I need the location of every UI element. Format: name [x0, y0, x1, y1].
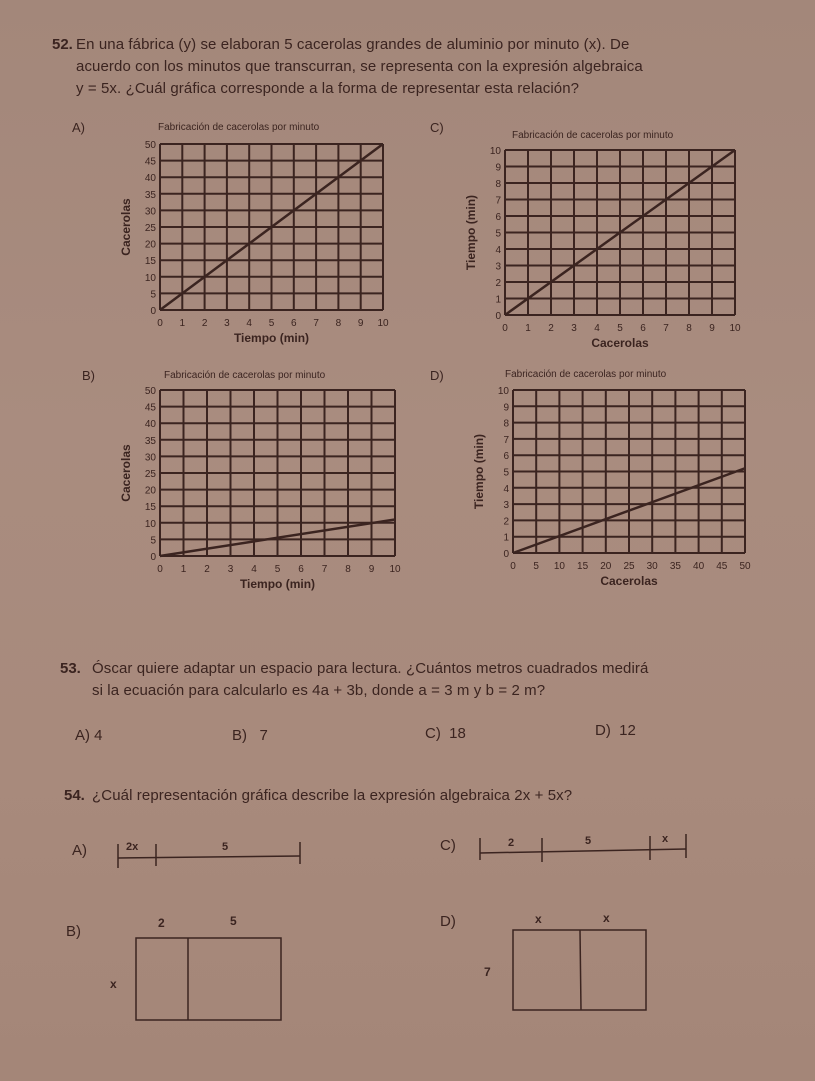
chart-title: Fabricación de cacerolas por minuto: [158, 122, 320, 133]
x-axis-label: Tiempo (min): [233, 331, 310, 345]
x-tick-label: 5: [533, 561, 539, 572]
y-tick-label: 25: [144, 469, 156, 480]
q53-option-b[interactable]: [232, 727, 268, 744]
x-tick-label: 50: [739, 561, 751, 572]
option-letter: A): [75, 727, 90, 744]
y-tick-label: 10: [144, 518, 156, 530]
x-tick-label: 1: [180, 564, 187, 575]
y-tick-label: 50: [144, 140, 156, 151]
y-tick-label: 8: [495, 179, 501, 190]
y-tick-label: 5: [495, 228, 501, 240]
x-tick-label: 8: [335, 318, 342, 329]
option-letter: C): [425, 725, 441, 742]
option-letter: D): [595, 722, 611, 739]
chart-option-b[interactable]: [60, 360, 420, 600]
chart-title: Fabricación de cacerolas por minuto: [505, 369, 667, 380]
x-tick-label: 0: [157, 564, 163, 575]
y-tick-label: 5: [150, 535, 156, 547]
x-tick-label: 5: [617, 323, 623, 334]
x-tick-label: 20: [600, 561, 612, 572]
option-letter: C): [440, 837, 456, 854]
x-tick-label: 1: [179, 318, 186, 329]
y-tick-label: 15: [144, 256, 156, 268]
y-axis-label: Cacerolas: [119, 444, 133, 502]
segment-label: 5: [222, 841, 229, 853]
y-tick-label: 20: [144, 239, 156, 251]
q53-option-c[interactable]: [425, 725, 466, 742]
chart-option-a[interactable]: [60, 112, 420, 352]
q53-option-a[interactable]: [75, 727, 103, 744]
q54-option-b[interactable]: [66, 914, 237, 991]
q53-option-d[interactable]: [595, 722, 636, 739]
chart-option-label: C): [430, 120, 444, 135]
dimension-label: x: [603, 911, 610, 925]
y-tick-label: 0: [495, 311, 501, 322]
x-tick-label: 8: [686, 323, 692, 334]
chart-title: Fabricación de cacerolas por minuto: [164, 370, 326, 381]
x-tick-label: 6: [640, 323, 646, 334]
x-tick-label: 9: [709, 323, 715, 334]
y-tick-label: 6: [495, 212, 501, 223]
y-tick-label: 35: [144, 189, 156, 201]
y-tick-label: 9: [495, 162, 501, 174]
x-tick-label: 15: [577, 561, 589, 572]
y-tick-label: 15: [144, 502, 156, 514]
q54-option-d[interactable]: [440, 911, 610, 979]
option-value: 12: [619, 722, 636, 739]
x-tick-label: 0: [157, 318, 163, 329]
dimension-label: 2: [158, 916, 165, 930]
y-tick-label: 0: [150, 306, 156, 317]
x-tick-label: 0: [510, 561, 516, 572]
q54-figures: [0, 800, 815, 1081]
x-tick-label: 25: [623, 561, 635, 572]
question-52-line-2: acuerdo con los minutos que transcurran, se representa con la expresión algebraica: [76, 58, 643, 75]
x-tick-label: 7: [663, 323, 669, 334]
y-tick-label: 6: [503, 451, 509, 463]
x-tick-label: 10: [377, 318, 389, 329]
x-axis-label: Cacerolas: [591, 336, 649, 350]
x-tick-label: 9: [357, 318, 364, 329]
y-tick-label: 7: [495, 195, 501, 207]
y-tick-label: 10: [489, 146, 501, 157]
x-tick-label: 10: [729, 323, 741, 334]
question-53-number: 53.: [60, 660, 81, 677]
x-tick-label: 3: [224, 318, 230, 329]
dimension-label: x: [535, 912, 542, 926]
y-tick-label: 50: [144, 386, 156, 397]
chart-option-label: B): [82, 368, 95, 383]
y-tick-label: 9: [503, 402, 509, 414]
x-tick-label: 7: [321, 564, 328, 575]
chart-option-label: D): [430, 368, 444, 383]
y-axis-label: Tiempo (min): [472, 433, 486, 510]
y-tick-label: 0: [503, 549, 509, 560]
question-52-number: 52.: [52, 36, 73, 53]
x-tick-label: 4: [246, 318, 252, 329]
y-tick-label: 10: [497, 386, 509, 397]
question-54-number: 54.: [64, 787, 85, 804]
x-tick-label: 7: [313, 318, 319, 329]
option-letter: A): [72, 842, 87, 859]
x-tick-label: 10: [553, 561, 565, 572]
question-52-line-1: En una fábrica (y) se elaboran 5 cacerolas grandes de aluminio por minuto (x). De: [76, 36, 630, 53]
option-value: 4: [94, 727, 103, 744]
segment-label: 5: [585, 835, 592, 847]
chart-grid: [513, 390, 745, 553]
question-52-line-3: y = 5x. ¿Cuál gráfica corresponde a la forma de representar esta relación?: [76, 80, 580, 97]
option-letter: B): [232, 727, 247, 744]
y-tick-label: 7: [503, 434, 509, 446]
x-tick-label: 2: [201, 318, 208, 329]
x-tick-label: 40: [693, 561, 705, 572]
y-tick-label: 40: [144, 419, 156, 431]
y-tick-label: 1: [503, 532, 509, 544]
x-tick-label: 5: [268, 318, 275, 329]
y-tick-label: 45: [144, 156, 156, 168]
x-tick-label: 1: [525, 323, 531, 334]
question-53-line-2: si la ecuación para calcularlo es 4a + 3b, donde a = 3 m y b = 2 m?: [92, 682, 546, 699]
x-tick-label: 2: [548, 323, 554, 334]
y-tick-label: 2: [503, 516, 509, 528]
y-tick-label: 35: [144, 435, 156, 447]
x-tick-label: 5: [274, 564, 281, 575]
x-axis-label: Tiempo (min): [239, 577, 316, 591]
question-54-text: ¿Cuál representación gráfica describe la expresión algebraica 2x + 5x?: [92, 787, 573, 804]
dimension-label: 7: [484, 965, 491, 979]
x-tick-label: 8: [345, 564, 351, 575]
y-tick-label: 2: [495, 278, 501, 289]
y-axis-label: Cacerolas: [119, 198, 133, 256]
x-tick-label: 3: [227, 564, 234, 575]
y-axis-label: Tiempo (min): [464, 194, 478, 271]
dimension-label: 5: [230, 914, 237, 928]
x-tick-label: 4: [251, 564, 257, 575]
segment-label: x: [662, 833, 669, 845]
y-tick-label: 5: [503, 467, 509, 479]
y-tick-label: 30: [144, 206, 156, 218]
y-tick-label: 4: [495, 245, 501, 256]
y-tick-label: 8: [503, 418, 509, 430]
option-letter: D): [440, 913, 456, 930]
x-tick-label: 30: [646, 561, 658, 572]
y-tick-label: 30: [144, 452, 156, 464]
x-tick-label: 45: [716, 561, 728, 572]
chart-option-c[interactable]: [430, 112, 790, 352]
y-tick-label: 0: [150, 552, 156, 563]
x-tick-label: 10: [389, 564, 401, 575]
x-tick-label: 0: [502, 323, 508, 334]
x-tick-label: 4: [594, 323, 600, 334]
x-tick-label: 3: [571, 323, 577, 334]
segment-label: 2: [508, 837, 515, 849]
y-tick-label: 40: [144, 173, 156, 185]
y-tick-label: 5: [150, 289, 156, 301]
dimension-label: x: [110, 977, 117, 991]
y-tick-label: 20: [144, 485, 156, 497]
x-axis-label: Cacerolas: [600, 574, 658, 588]
chart-option-d[interactable]: [430, 360, 800, 600]
y-tick-label: 4: [503, 483, 509, 495]
y-tick-label: 3: [503, 500, 509, 512]
option-letter: B): [66, 923, 81, 940]
segment-label: 2x: [126, 841, 139, 853]
x-tick-label: 6: [298, 564, 304, 575]
chart-title: Fabricación de cacerolas por minuto: [512, 130, 674, 141]
chart-grid: [160, 390, 395, 556]
question-53-line-1: Óscar quiere adaptar un espacio para lectura. ¿Cuántos metros cuadrados medirá: [92, 660, 649, 677]
x-tick-label: 35: [669, 561, 681, 572]
x-tick-label: 6: [291, 318, 297, 329]
y-tick-label: 1: [495, 294, 501, 306]
option-value: 18: [449, 725, 466, 742]
y-tick-label: 25: [144, 223, 156, 234]
y-tick-label: 3: [495, 261, 501, 273]
chart-option-label: A): [72, 120, 85, 135]
y-tick-label: 45: [144, 402, 156, 414]
y-tick-label: 10: [144, 272, 156, 284]
x-tick-label: 2: [204, 564, 210, 575]
x-tick-label: 9: [368, 564, 375, 575]
option-value: 7: [259, 727, 268, 744]
